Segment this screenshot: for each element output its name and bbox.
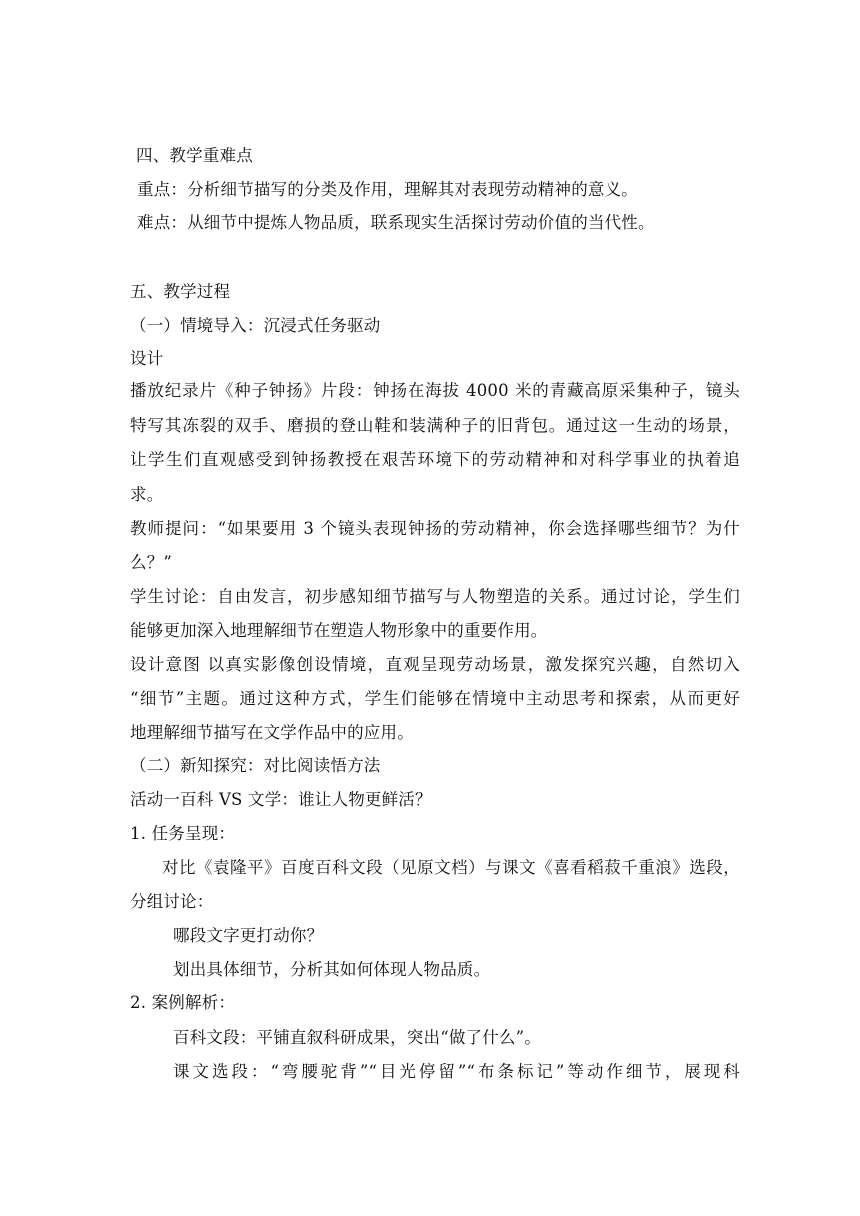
task-question-1: 哪段文字更打动你？: [173, 926, 324, 945]
intro-paragraph-line: 特写其冻裂的双手、磨损的登山鞋和装满种子的旧背包。通过这一生动的场景，: [130, 416, 740, 435]
key-point-text: 重点：分析细节描写的分类及作用，理解其对表现劳动精神的意义。: [137, 180, 638, 199]
case-textbook: 课文选段：“弯腰驼背”“目光停留”“布条标记”等动作细节，展现科: [173, 1062, 740, 1081]
difficult-point-text: 难点：从细节中提炼人物品质，联系现实生活探讨劳动价值的当代性。: [137, 213, 655, 232]
task-heading: 1. 任务呈现：: [130, 824, 236, 843]
section-5-heading: 五、教学过程: [130, 282, 231, 301]
design-intent-line: “细节”主题。通过这种方式，学生们能够在情境中主动思考和探索，从而更好: [130, 689, 740, 708]
task-line: 分组讨论：: [130, 892, 214, 911]
activity-title: 活动一百科 VS 文学：谁让人物更鲜活？: [130, 790, 432, 809]
task-line: 对比《袁隆平》百度百科文段（见原文档）与课文《喜看稻菽千重浪》选段，: [162, 858, 740, 877]
design-intent-line: 设计意图 以真实影像创设情境，直观呈现劳动场景，激发探究兴趣，自然切入: [130, 655, 740, 674]
task-question-2: 划出具体细节，分析其如何体现人物品质。: [173, 960, 491, 979]
intro-paragraph-line: 让学生们直观感受到钟扬教授在艰苦环境下的劳动精神和对科学事业的执着追: [130, 450, 740, 469]
teacher-question-line: 教师提问：“如果要用 3 个镜头表现钟扬的劳动精神，你会选择哪些细节？为什: [130, 519, 740, 538]
intro-paragraph-line: 求。: [130, 485, 164, 504]
section-4-heading: 四、教学重难点: [136, 146, 253, 165]
student-discussion-line: 学生讨论：自由发言，初步感知细节描写与人物塑造的关系。通过讨论，学生们: [130, 587, 740, 606]
part-2-title: （二）新知探究：对比阅读悟方法: [130, 756, 381, 775]
case-heading: 2. 案例解析：: [130, 993, 236, 1012]
part-1-title: （一）情境导入：沉浸式任务驱动: [130, 316, 381, 335]
intro-paragraph-line: 播放纪录片《种子钟扬》片段：钟扬在海拔 4000 米的青藏高原采集种子，镜头: [130, 381, 740, 400]
case-encyclopedia: 百科文段：平铺直叙科研成果，突出“做了什么”。: [173, 1028, 541, 1047]
student-discussion-line: 能够更加深入地理解细节在塑造人物形象中的重要作用。: [130, 621, 548, 640]
teacher-question-line: 么？”: [130, 553, 173, 572]
design-label: 设计: [130, 349, 164, 368]
design-intent-line: 地理解细节描写在文学作品中的应用。: [130, 723, 414, 742]
